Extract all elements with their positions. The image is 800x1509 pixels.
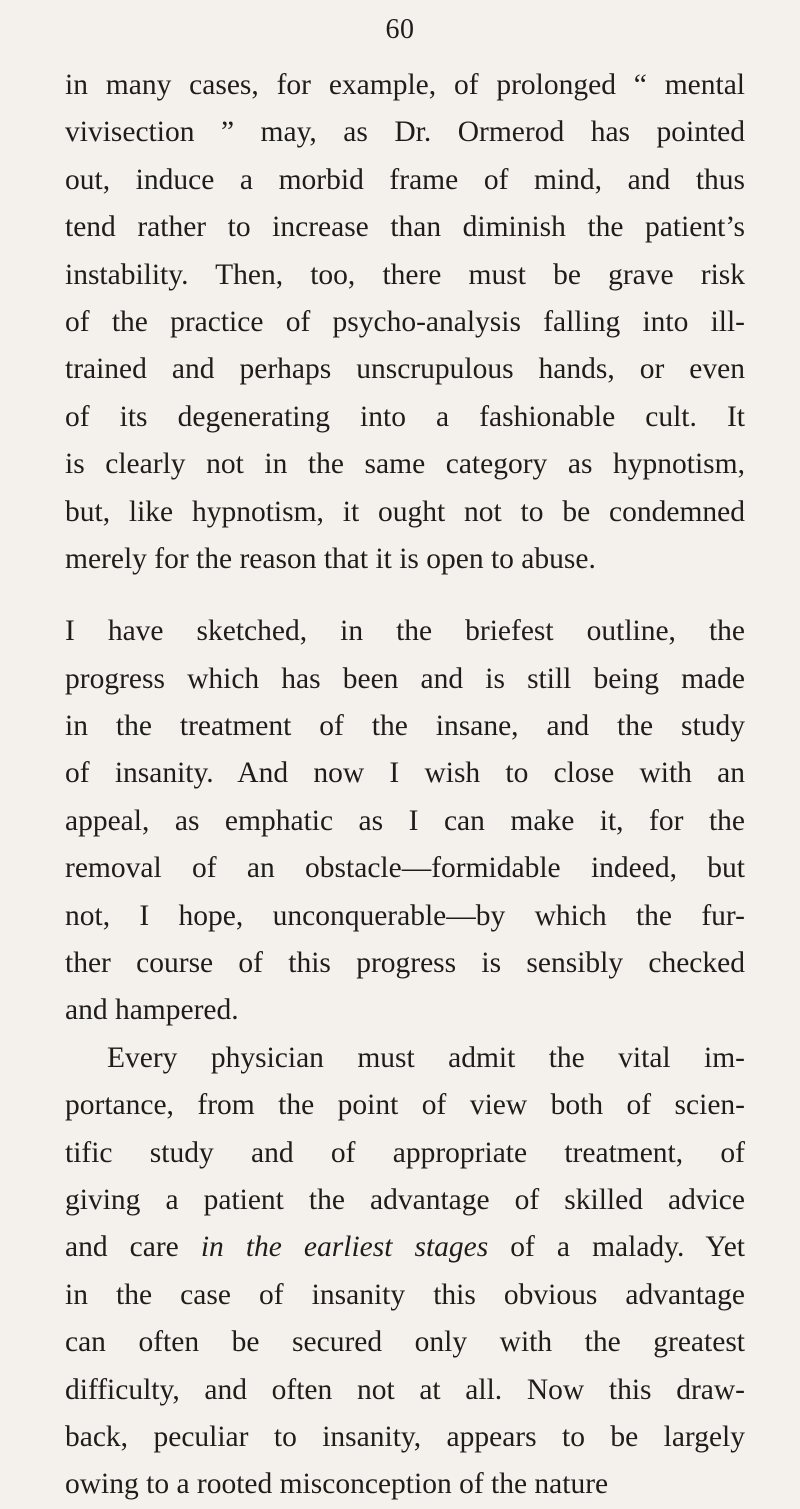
- emphasis-text: in the earliest stages: [200, 1231, 489, 1264]
- text-line: progress which has been and is still being made: [65, 662, 745, 695]
- paragraph-2: [65, 608, 745, 1035]
- text-line: ther course of this progress is sensibly checked: [65, 947, 745, 980]
- text-line: appeal, as emphatic as I can make it, for the: [65, 804, 745, 837]
- text-line: owing to a rooted misconception of the nature: [65, 1468, 609, 1501]
- text-segment: of a malady. Yet: [488, 1231, 745, 1264]
- paragraph-gap: [65, 583, 745, 608]
- text-line: of its degenerating into a fashionable cult. It: [65, 400, 745, 433]
- text-line: back, peculiar to insanity, appears to be largely: [65, 1420, 745, 1453]
- text-line: portance, from the point of view both of scien-: [65, 1089, 745, 1122]
- text-line: difficulty, and often not at all. Now this draw-: [65, 1373, 745, 1406]
- text-line: tific study and of appropriate treatment, of: [65, 1136, 745, 1169]
- paragraph-3: [65, 1035, 745, 1509]
- text-line: merely for the reason that it is open to abuse.: [65, 542, 596, 575]
- paragraph-1: [65, 62, 745, 583]
- text-line: tend rather to increase than diminish the patient’s: [65, 211, 745, 244]
- text-line: I have sketched, in the briefest outline, the: [65, 615, 745, 648]
- text-line: out, induce a morbid frame of mind, and thus: [65, 163, 745, 196]
- text-line: can often be secured only with the greatest: [65, 1326, 745, 1359]
- text-line: but, like hypnotism, it ought not to be condemned: [65, 495, 745, 528]
- text-line-with-emphasis: [65, 1224, 745, 1271]
- text-line: instability. Then, too, there must be grave risk: [65, 258, 745, 291]
- text-line: in the treatment of the insane, and the study: [65, 710, 745, 743]
- body-text: [65, 62, 745, 1509]
- text-line: trained and perhaps unscrupulous hands, or even: [65, 353, 745, 386]
- text-line: is clearly not in the same category as hypnotism,: [65, 448, 745, 481]
- page-number: 60: [385, 14, 415, 45]
- text-line: and hampered.: [65, 994, 239, 1027]
- text-line: vivisection ” may, as Dr. Ormerod has pointed: [65, 116, 745, 149]
- text-line: of the practice of psycho-analysis falling into ill-: [65, 305, 745, 338]
- text-line: Every physician must admit the vital im-: [107, 1041, 745, 1074]
- text-segment: and care: [65, 1231, 201, 1264]
- text-line: not, I hope, unconquerable—by which the fur-: [65, 899, 745, 932]
- text-line: removal of an obstacle—formidable indeed, but: [65, 852, 745, 885]
- text-line: in many cases, for example, of prolonged “ mental: [65, 69, 745, 101]
- text-line: of insanity. And now I wish to close with an: [65, 757, 745, 790]
- text-line: giving a patient the advantage of skilled advice: [65, 1183, 745, 1216]
- text-line: in the case of insanity this obvious advantage: [65, 1278, 745, 1311]
